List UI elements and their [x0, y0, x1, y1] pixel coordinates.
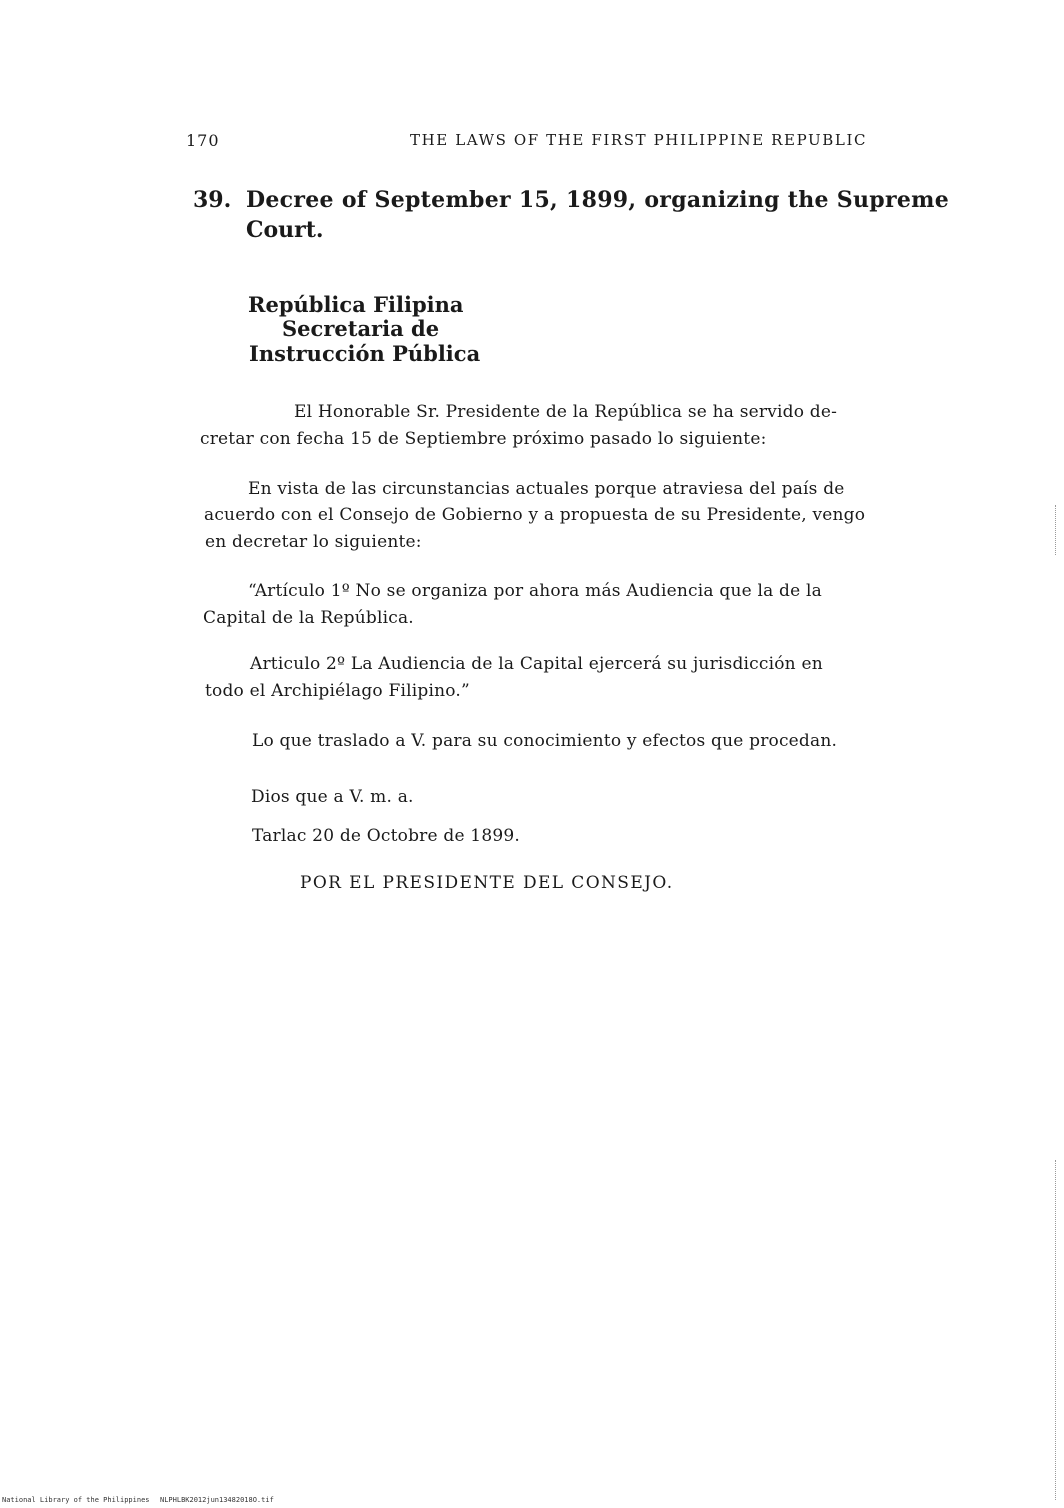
decree-title: Decree of September 15, 1899, organizing the Supreme [246, 187, 950, 213]
article-2-line-2: todo el Archipiélago Filipino.” [205, 681, 470, 701]
heading-instruccion: Instrucción Pública [249, 341, 481, 366]
signature-line: POR EL PRESIDENTE DEL CONSEJO. [300, 873, 674, 893]
decree-title-continued: Court. [246, 217, 324, 243]
scan-edge-mark [1055, 505, 1057, 555]
paragraph-1-line-2: cretar con fecha 15 de Septiembre próximo pasado lo siguiente: [200, 429, 767, 449]
paragraph-2-line-3: en decretar lo siguiente: [205, 532, 422, 552]
article-2-line-1: Articulo 2º La Audiencia de la Capital ejercerá su jurisdicción en [250, 654, 823, 674]
paragraph-2-line-1: En vista de las circunstancias actuales porque atraviesa del país de [248, 479, 845, 499]
footer-source: National Library of the Philippines [2, 1496, 150, 1504]
page-number: 170 [186, 131, 220, 150]
footer-file: NLPHLBK2012jun13482018O.tif [160, 1496, 274, 1504]
heading-secretaria: Secretaria de [282, 316, 440, 341]
heading-republic: República Filipina [248, 292, 464, 317]
article-1-line-2: Capital de la República. [203, 608, 414, 628]
place-date: Tarlac 20 de Octobre de 1899. [252, 826, 520, 846]
scan-edge-mark [1055, 1160, 1057, 1500]
decree-number: 39. [193, 187, 232, 213]
paragraph-2-line-2: acuerdo con el Consejo de Gobierno y a propuesta de su Presidente, vengo [204, 505, 866, 525]
running-title: THE LAWS OF THE FIRST PHILIPPINE REPUBLIC [410, 131, 868, 149]
paragraph-1-line-1: El Honorable Sr. Presidente de la República se ha servido de- [294, 402, 838, 422]
closing-salutation: Dios que a V. m. a. [251, 787, 414, 807]
article-1-line-1: “Artículo 1º No se organiza por ahora más Audiencia que la de la [248, 581, 822, 601]
closing-transfer: Lo que traslado a V. para su conocimiento y efectos que procedan. [252, 731, 838, 751]
